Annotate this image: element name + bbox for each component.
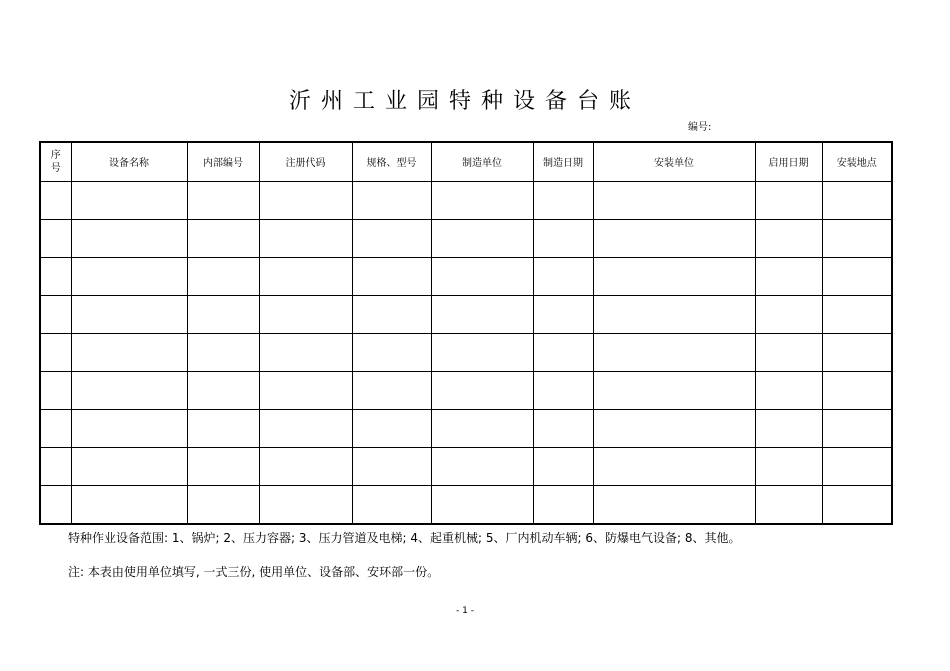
table-cell <box>431 410 533 448</box>
table-cell <box>593 372 755 410</box>
number-label: 编号: <box>688 122 712 133</box>
table-cell <box>822 448 892 486</box>
table-cell <box>593 295 755 333</box>
table-cell <box>593 486 755 524</box>
column-header-serial-number: 序号 <box>40 142 71 181</box>
table-cell <box>40 372 71 410</box>
table-cell <box>352 372 431 410</box>
table-cell <box>533 486 593 524</box>
table-cell <box>259 333 352 371</box>
table-row <box>40 257 892 295</box>
table-cell <box>593 448 755 486</box>
column-header-registration-code: 注册代码 <box>259 142 352 181</box>
table-cell <box>533 333 593 371</box>
table-cell <box>822 181 892 219</box>
table-cell <box>755 448 822 486</box>
table-cell <box>40 448 71 486</box>
table-cell <box>593 257 755 295</box>
table-cell <box>187 257 259 295</box>
table-cell <box>822 410 892 448</box>
column-header-installer: 安装单位 <box>593 142 755 181</box>
table-cell <box>40 333 71 371</box>
table-cell <box>352 181 431 219</box>
table-cell <box>187 295 259 333</box>
table-cell <box>431 333 533 371</box>
table-cell <box>259 219 352 257</box>
table-row <box>40 372 892 410</box>
table-cell <box>822 372 892 410</box>
table-cell <box>40 486 71 524</box>
table-cell <box>431 486 533 524</box>
table-cell <box>187 219 259 257</box>
table-cell <box>352 333 431 371</box>
table-row <box>40 448 892 486</box>
usage-note: 注: 本表由使用单位填写, 一式三份, 使用单位、设备部、安环部一份。 <box>68 565 440 579</box>
table-row <box>40 486 892 524</box>
table-cell <box>533 372 593 410</box>
table-row <box>40 295 892 333</box>
table-cell <box>593 219 755 257</box>
column-header-spec-model: 规格、型号 <box>352 142 431 181</box>
table-cell <box>593 333 755 371</box>
table-cell <box>822 257 892 295</box>
column-header-equipment-name: 设备名称 <box>71 142 187 181</box>
document-title: 沂州工业园特种设备台账 <box>288 89 641 114</box>
table-cell <box>71 410 187 448</box>
table-cell <box>259 448 352 486</box>
table-cell <box>352 448 431 486</box>
table-cell <box>431 257 533 295</box>
table-cell <box>40 219 71 257</box>
table-cell <box>822 295 892 333</box>
table-cell <box>431 295 533 333</box>
column-header-manufacturer: 制造单位 <box>431 142 533 181</box>
table-cell <box>40 295 71 333</box>
table-row <box>40 181 892 219</box>
table-cell <box>71 219 187 257</box>
table-cell <box>71 486 187 524</box>
table-cell <box>755 219 822 257</box>
table-cell <box>71 333 187 371</box>
table-cell <box>431 181 533 219</box>
table-cell <box>352 410 431 448</box>
table-header-row <box>40 142 892 181</box>
table-row <box>40 219 892 257</box>
column-header-commission-date: 启用日期 <box>755 142 822 181</box>
table-cell <box>533 295 593 333</box>
table-cell <box>187 333 259 371</box>
table-cell <box>71 257 187 295</box>
table-cell <box>755 295 822 333</box>
table-cell <box>755 410 822 448</box>
table-cell <box>755 486 822 524</box>
table-cell <box>822 333 892 371</box>
table-cell <box>593 410 755 448</box>
equipment-scope-note: 特种作业设备范围: 1、锅炉; 2、压力容器; 3、压力管道及电梯; 4、起重机械; 5、厂内机动车辆; 6、防爆电气设备; 8、其他。 <box>68 531 741 545</box>
table-cell <box>71 295 187 333</box>
table-cell <box>352 219 431 257</box>
table-cell <box>533 410 593 448</box>
table-cell <box>431 219 533 257</box>
table-cell <box>822 486 892 524</box>
table-cell <box>187 410 259 448</box>
table-cell <box>259 410 352 448</box>
table-cell <box>431 448 533 486</box>
table-cell <box>755 257 822 295</box>
table-cell <box>71 372 187 410</box>
table-row <box>40 333 892 371</box>
table-cell <box>40 410 71 448</box>
table-cell <box>533 219 593 257</box>
table-cell <box>533 448 593 486</box>
table-body <box>40 181 892 524</box>
table-cell <box>259 295 352 333</box>
equipment-ledger-table <box>39 141 893 525</box>
table-cell <box>352 257 431 295</box>
table-row <box>40 410 892 448</box>
table-cell <box>755 372 822 410</box>
table-cell <box>822 219 892 257</box>
table-cell <box>431 372 533 410</box>
table-cell <box>533 257 593 295</box>
table-cell <box>259 372 352 410</box>
column-header-install-location: 安装地点 <box>822 142 892 181</box>
table-cell <box>71 181 187 219</box>
table-cell <box>187 372 259 410</box>
table-cell <box>71 448 187 486</box>
table-cell <box>352 295 431 333</box>
page-number: - 1 - <box>456 606 474 616</box>
table-cell <box>40 181 71 219</box>
column-header-manufacture-date: 制造日期 <box>533 142 593 181</box>
table-cell <box>40 257 71 295</box>
table-cell <box>593 181 755 219</box>
table-cell <box>259 486 352 524</box>
table-cell <box>533 181 593 219</box>
table-cell <box>352 486 431 524</box>
table-cell <box>259 181 352 219</box>
table-cell <box>187 486 259 524</box>
table-cell <box>259 257 352 295</box>
column-header-internal-number: 内部编号 <box>187 142 259 181</box>
table-cell <box>755 181 822 219</box>
table-cell <box>187 448 259 486</box>
table-cell <box>755 333 822 371</box>
table-cell <box>187 181 259 219</box>
